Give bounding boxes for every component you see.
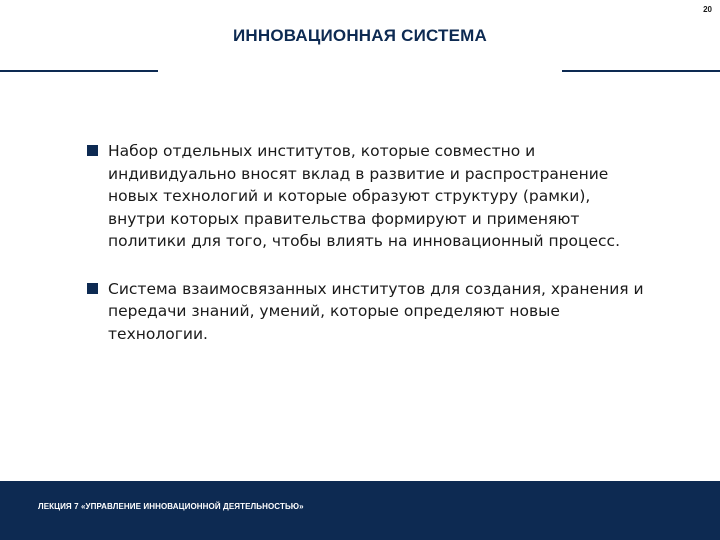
footer-lecture-title: ЛЕКЦИЯ 7 «УПРАВЛЕНИЕ ИННОВАЦИОННОЙ ДЕЯТЕЛЬНОСТЬЮ» — [38, 502, 304, 511]
bullet-list — [87, 140, 647, 345]
bullet-item — [87, 278, 647, 346]
slide-title: ИННОВАЦИОННАЯ СИСТЕМА — [232, 26, 488, 45]
bullet-text: Система взаимосвязанных институтов для создания, хранения и передачи знаний, умений, которые определяют новые технологии. — [108, 279, 644, 343]
title-rule-right — [562, 70, 720, 72]
bullet-item — [87, 140, 647, 253]
footer-bar — [0, 481, 720, 540]
page-number: 20 — [703, 5, 712, 14]
square-bullet-icon — [87, 283, 98, 294]
bullet-text: Набор отдельных институтов, которые совместно и индивидуально вносят вклад в развитие и распространение новых технологий и которые образуют структуру (рамки), внутри которых правительства формируют и применяют политики для того, чтобы влиять на инновационный процесс. — [108, 142, 620, 250]
title-rule-left — [0, 70, 158, 72]
square-bullet-icon — [87, 145, 98, 156]
